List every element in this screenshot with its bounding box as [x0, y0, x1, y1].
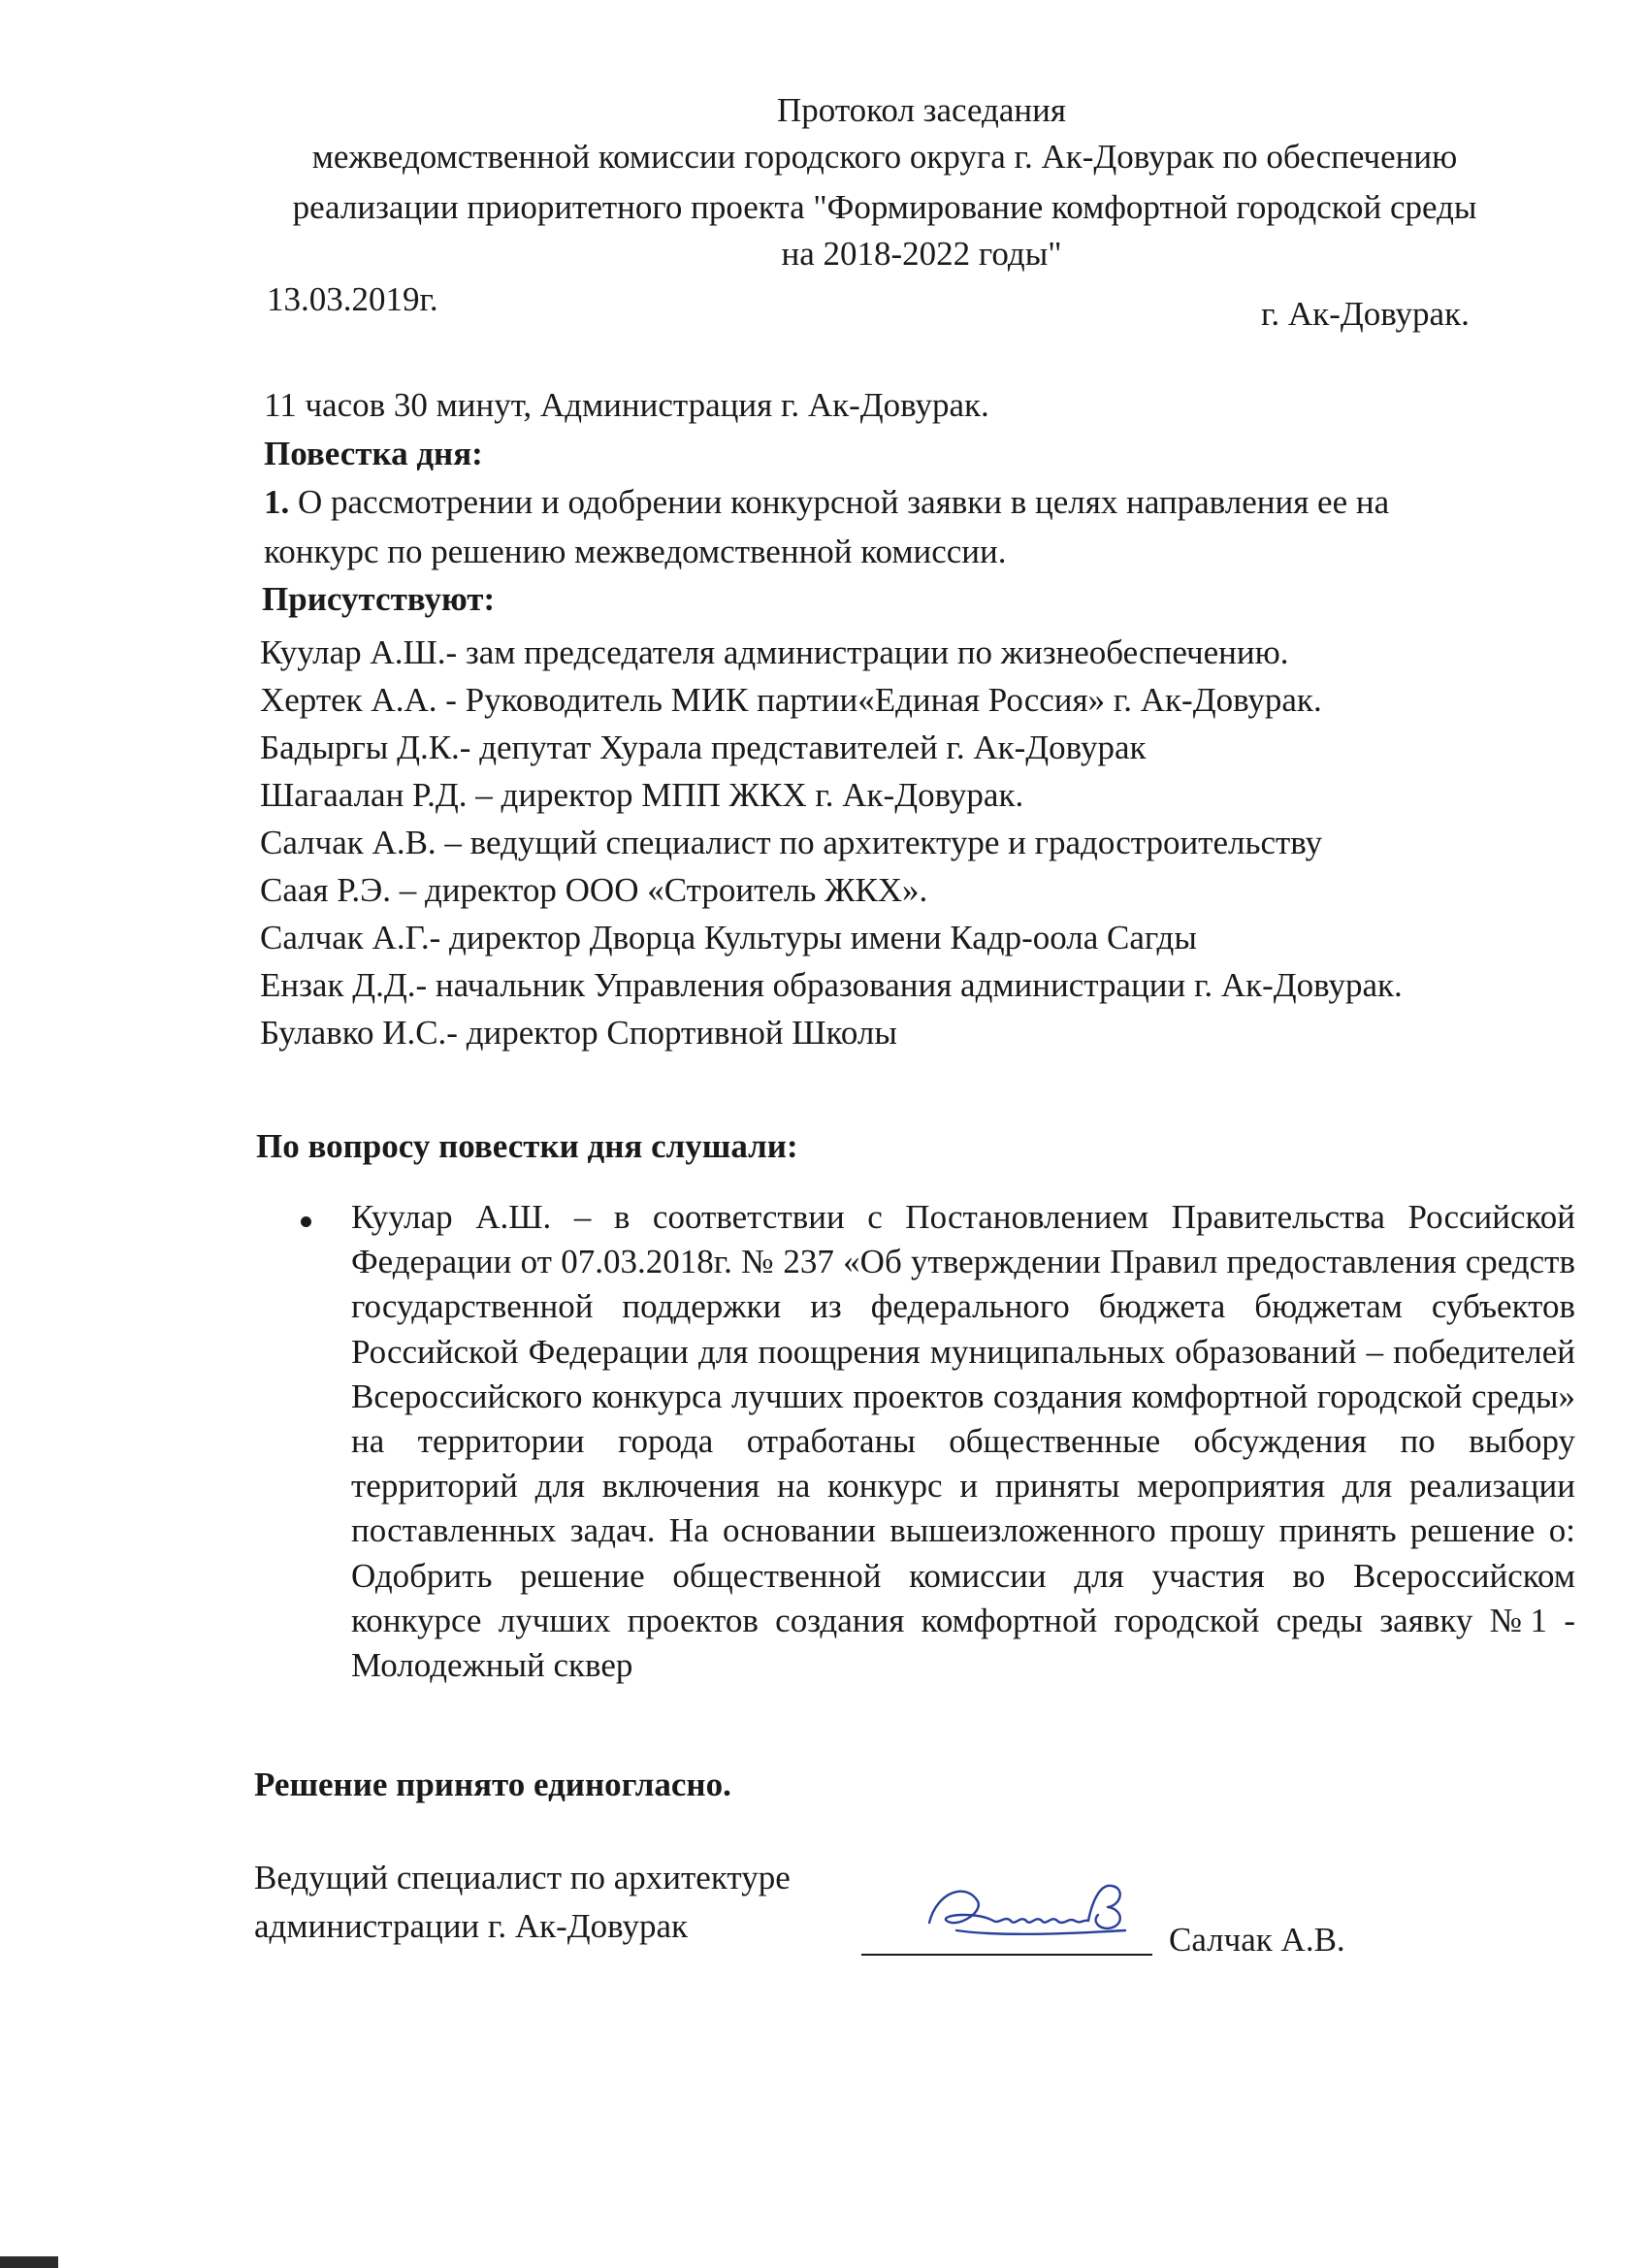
agenda-item [264, 481, 1389, 524]
signer-title-line2: администрации г. Ак-Довурак [254, 1907, 689, 1945]
member-item: Салчак А.Г.- директор Дворца Культуры имени Кадр-оола Сагды [260, 919, 1197, 956]
member-item: Салчак А.В. – ведущий специалист по архитектуре и градостроительству [260, 824, 1323, 861]
heard-paragraph: Куулар А.Ш. – в соответствии с Постановлением Правительства Российской Федерации от 07.03.2018г. № 237 «Об утверждении Правил предоставления средств государственной поддержки из федерального бюджета бюджетам субъектов Российской Федерации для поощрения муниципальных образований – победителей Всероссийского конкурса лучших проектов создания комфортной городской среды» на территории города отработаны общественные обсуждения по выбору территорий для включения на конкурс и приняты мероприятия для реализации поставленных задач. На основании вышеизложенного прошу принять решение о: Одобрить решение общественной комиссии для участия во Всероссийском конкурсе лучших проектов создания комфортной городской среды заявку №1 - Молодежный сквер [351, 1198, 1575, 1685]
member-item: Куулар А.Ш.- зам председателя администрации по жизнеобеспечению. [260, 633, 1289, 671]
member-item: Ензак Д.Д.- начальник Управления образования администрации г. Ак-Довурак. [260, 966, 1403, 1004]
decision-statement: Решение принято единогласно. [254, 1766, 731, 1803]
member-item: Бадыргы Д.К.- депутат Хурала представителей г. Ак-Довурак [260, 729, 1147, 766]
document-city: г. Ак-Довурак. [1261, 295, 1470, 333]
bullet-dot [301, 1216, 311, 1227]
agenda-heading: Повестка дня: [264, 435, 483, 472]
title-line-2: межведомственной комиссии городского округа г. Ак-Довурак по обеспечению [311, 138, 1458, 176]
title-line-1: Протокол заседания [777, 91, 1066, 129]
members-list [260, 629, 1403, 1056]
member-item: Саая Р.Э. – директор ООО «Строитель ЖКХ». [260, 871, 928, 909]
scan-edge-mark [0, 2256, 58, 2268]
agenda-item-number: 1. [264, 483, 290, 521]
present-heading: Присутствуют: [262, 580, 496, 618]
signer-name: Салчак А.В. [1169, 1921, 1345, 1959]
heard-heading: По вопросу повестки дня слушали: [256, 1127, 798, 1165]
member-item: Хертек А.А. - Руководитель МИК партии«Единая Россия» г. Ак-Довурак. [260, 681, 1322, 719]
signature-line [861, 1954, 1152, 1956]
agenda-item-text-line2: конкурс по решению межведомственной комиссии. [264, 533, 1007, 570]
title-line-4: на 2018-2022 годы" [781, 235, 1062, 273]
title-line-3: реализации приоритетного проекта "Формирование комфортной городской среды [292, 188, 1477, 226]
document-date: 13.03.2019г. [267, 280, 438, 318]
member-item: Шагаалан Р.Д. – директор МПП ЖКХ г. Ак-Довурак. [260, 776, 1024, 814]
time-place: 11 часов 30 минут, Администрация г. Ак-Довурак. [264, 386, 989, 424]
signer-title-line1: Ведущий специалист по архитектуре [254, 1859, 791, 1896]
handwritten-signature [918, 1872, 1141, 1950]
member-item: Булавко И.С.- директор Спортивной Школы [260, 1014, 897, 1052]
agenda-item-text-line1: О рассмотрении и одобрении конкурсной заявки в целях направления ее на [289, 483, 1390, 521]
